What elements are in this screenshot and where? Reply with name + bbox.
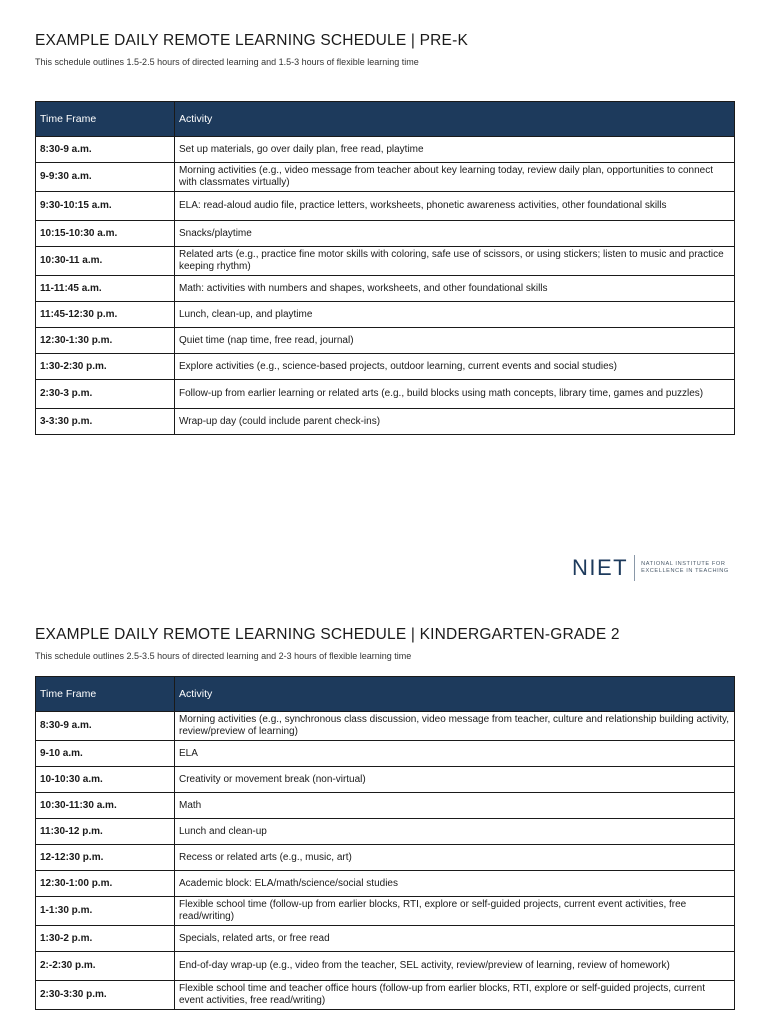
schedule-prek-section: [35, 32, 734, 435]
activity-cell: ELA: read-aloud audio file, practice letters, worksheets, phonetic awareness activities, other foundational skills: [175, 192, 735, 221]
time-frame-cell: 12-12:30 p.m.: [36, 845, 175, 871]
logo-tagline-line-1: NATIONAL INSTITUTE FOR: [641, 561, 726, 567]
table-row: [36, 793, 735, 819]
table-row: [36, 221, 735, 247]
time-frame-cell: 1:30-2 p.m.: [36, 926, 175, 952]
activity-cell: Lunch and clean-up: [175, 819, 735, 845]
activity-cell: End-of-day wrap-up (e.g., video from the teacher, SEL activity, review/preview of learning, review of homework): [175, 952, 735, 981]
activity-cell: Explore activities (e.g., science-based projects, outdoor learning, current events and social studies): [175, 354, 735, 380]
activity-cell: Morning activities (e.g., video message from teacher about key learning today, review daily plan, opportunities to connect with classmates virtually): [175, 163, 735, 192]
activity-cell: Recess or related arts (e.g., music, art): [175, 845, 735, 871]
table-row: [36, 163, 735, 192]
time-frame-cell: 8:30-9 a.m.: [36, 712, 175, 741]
logo-tagline: [641, 561, 729, 575]
activity-cell: Math: activities with numbers and shapes, worksheets, and other foundational skills: [175, 276, 735, 302]
activity-cell: Academic block: ELA/math/science/social studies: [175, 871, 735, 897]
table-row: [36, 409, 735, 435]
time-frame-cell: 12:30-1:00 p.m.: [36, 871, 175, 897]
table-row: [36, 328, 735, 354]
time-frame-cell: 3-3:30 p.m.: [36, 409, 175, 435]
page-subtitle: This schedule outlines 1.5-2.5 hours of directed learning and 1.5-3 hours of flexible learning time: [35, 57, 419, 67]
activity-cell: Specials, related arts, or free read: [175, 926, 735, 952]
time-frame-cell: 12:30-1:30 p.m.: [36, 328, 175, 354]
activity-cell: Morning activities (e.g., synchronous class discussion, video message from teacher, culture and relationship building activity, review/preview of learning): [175, 712, 735, 741]
niet-logo: [572, 552, 736, 584]
activity-cell: Creativity or movement break (non-virtual): [175, 767, 735, 793]
time-frame-cell: 10:30-11:30 a.m.: [36, 793, 175, 819]
table-header-row: [36, 102, 735, 137]
table-row: [36, 192, 735, 221]
table-row: [36, 845, 735, 871]
column-header-time: Time Frame: [36, 102, 175, 137]
time-frame-cell: 11-11:45 a.m.: [36, 276, 175, 302]
table-row: [36, 897, 735, 926]
time-frame-cell: 10:30-11 a.m.: [36, 247, 175, 276]
activity-cell: Lunch, clean-up, and playtime: [175, 302, 735, 328]
activity-cell: Flexible school time (follow-up from earlier blocks, RTI, explore or self-guided projects, current event activities, free read/writing): [175, 897, 735, 926]
activity-cell: Related arts (e.g., practice fine motor skills with coloring, safe use of scissors, or using stickers; listen to music and practice keeping rhythm): [175, 247, 735, 276]
table-row: [36, 712, 735, 741]
table-header-row: [36, 677, 735, 712]
column-header-activity: Activity: [175, 677, 735, 712]
time-frame-cell: 2:30-3:30 p.m.: [36, 981, 175, 1010]
activity-cell: Follow-up from earlier learning or related arts (e.g., build blocks using math concepts, library time, games and puzzles): [175, 380, 735, 409]
logo-tagline-line-2: EXCELLENCE IN TEACHING: [641, 568, 729, 574]
table-row: [36, 137, 735, 163]
table-row: [36, 380, 735, 409]
time-frame-cell: 1-1:30 p.m.: [36, 897, 175, 926]
time-frame-cell: 11:30-12 p.m.: [36, 819, 175, 845]
time-frame-cell: 1:30-2:30 p.m.: [36, 354, 175, 380]
activity-cell: Flexible school time and teacher office hours (follow-up from earlier blocks, RTI, explore or self-guided projects, current event activities, free read/writing): [175, 981, 735, 1010]
table-row: [36, 926, 735, 952]
logo-mark: NIET: [572, 555, 629, 580]
time-frame-cell: 8:30-9 a.m.: [36, 137, 175, 163]
table-row: [36, 767, 735, 793]
time-frame-cell: 9:30-10:15 a.m.: [36, 192, 175, 221]
table-row: [36, 871, 735, 897]
time-frame-cell: 9-9:30 a.m.: [36, 163, 175, 192]
logo-divider: [634, 555, 635, 581]
time-frame-cell: 2:30-3 p.m.: [36, 380, 175, 409]
activity-cell: ELA: [175, 741, 735, 767]
table-row: [36, 952, 735, 981]
schedule-table: [35, 101, 735, 435]
time-frame-cell: 10-10:30 a.m.: [36, 767, 175, 793]
activity-cell: Wrap-up day (could include parent check-ins): [175, 409, 735, 435]
time-frame-cell: 11:45-12:30 p.m.: [36, 302, 175, 328]
activity-cell: Math: [175, 793, 735, 819]
table-row: [36, 981, 735, 1010]
time-frame-cell: 10:15-10:30 a.m.: [36, 221, 175, 247]
schedule-table: [35, 676, 735, 1010]
table-row: [36, 247, 735, 276]
column-header-activity: Activity: [175, 102, 735, 137]
page-title: EXAMPLE DAILY REMOTE LEARNING SCHEDULE | PRE-K: [35, 32, 468, 49]
table-row: [36, 819, 735, 845]
time-frame-cell: 9-10 a.m.: [36, 741, 175, 767]
page-subtitle: This schedule outlines 2.5-3.5 hours of directed learning and 2-3 hours of flexible learning time: [35, 651, 412, 661]
activity-cell: Snacks/playtime: [175, 221, 735, 247]
table-row: [36, 302, 735, 328]
table-row: [36, 741, 735, 767]
activity-cell: Set up materials, go over daily plan, free read, playtime: [175, 137, 735, 163]
schedule-k2-section: [35, 626, 734, 1010]
table-row: [36, 354, 735, 380]
table-row: [36, 276, 735, 302]
column-header-time: Time Frame: [36, 677, 175, 712]
time-frame-cell: 2:-2:30 p.m.: [36, 952, 175, 981]
page-title: EXAMPLE DAILY REMOTE LEARNING SCHEDULE | KINDERGARTEN-GRADE 2: [35, 626, 620, 643]
activity-cell: Quiet time (nap time, free read, journal): [175, 328, 735, 354]
